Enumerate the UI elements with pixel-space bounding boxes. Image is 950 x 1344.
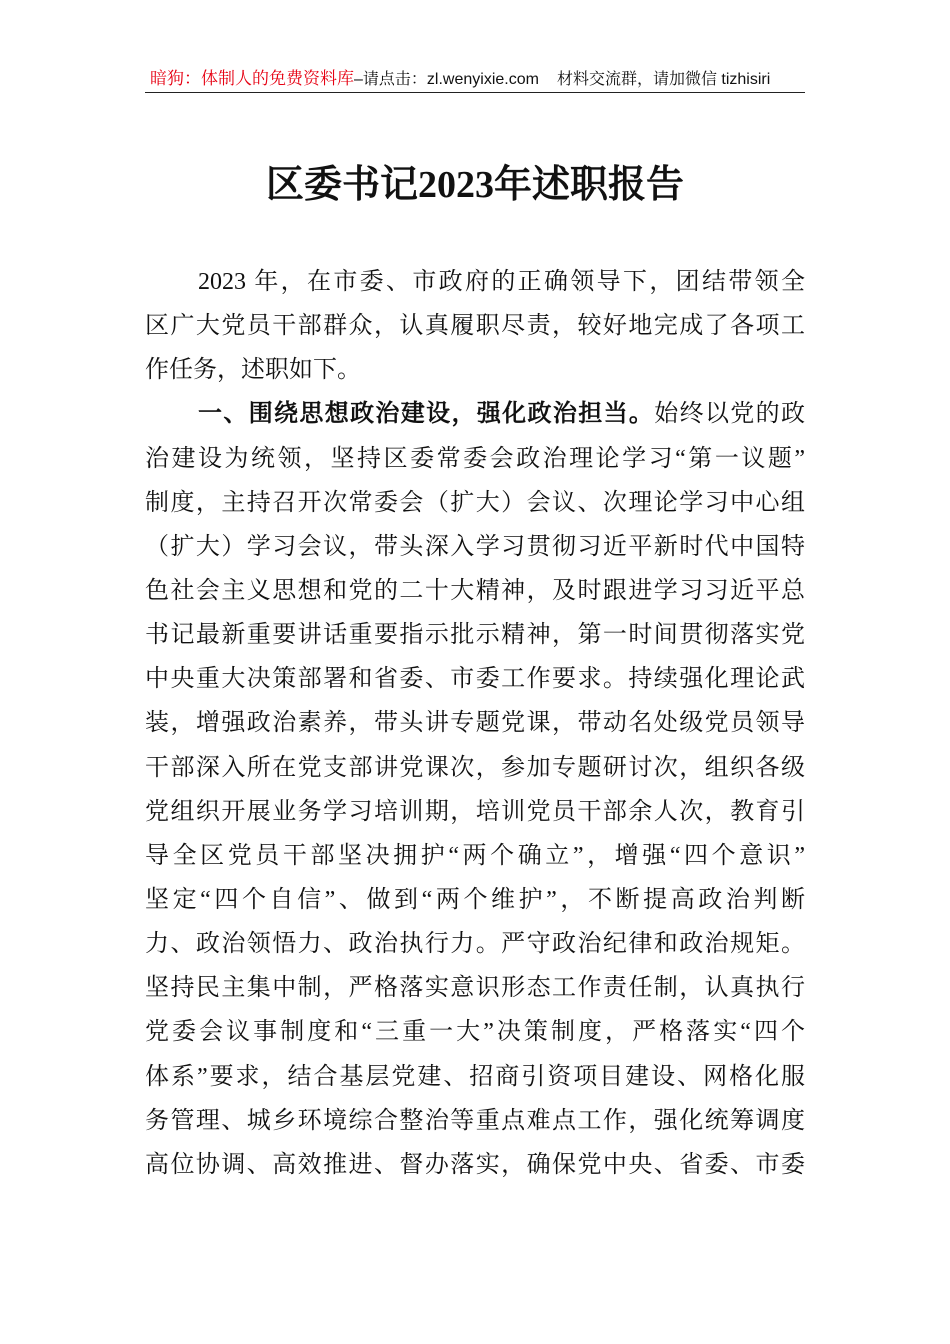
- paragraph-line: [145, 392, 805, 436]
- paragraph-line: 坚持民主集中制，严格落实意识形态工作责任制，认真执行: [145, 975, 805, 1002]
- page-header: [145, 66, 805, 93]
- paragraph-line: 导全区党员干部坚决拥护“两个确立”，增强“四个意识”: [145, 842, 805, 869]
- paragraph-line: 2023 年，在市委、市政府的正确领导下，团结带领全: [198, 269, 805, 295]
- paragraph-line: 作任务，述职如下。: [145, 357, 361, 384]
- document-title: 区委书记2023年述职报告: [265, 164, 684, 206]
- paragraph-line: 务管理、城乡环境综合整治等重点难点工作，强化统筹调度: [145, 1107, 805, 1134]
- header-url-link[interactable]: zl.wenyixie.com: [426, 71, 539, 88]
- paragraph-line: 装，增强政治素养，带头讲专题党课，带动名处级党员领导: [145, 710, 805, 737]
- paragraph-line: 高位协调、高效推进、督办落实，确保党中央、省委、市委: [145, 1151, 805, 1178]
- body-paragraph-intro: [145, 260, 805, 392]
- paragraph-line: 区广大党员干部群众，认真履职尽责，较好地完成了各项工: [145, 313, 805, 340]
- paragraph-line: 党组织开展业务学习培训期，培训党员干部余人次，教育引: [145, 798, 805, 825]
- paragraph-line: 书记最新重要讲话重要指示批示精神，第一时间贯彻落实党: [145, 622, 805, 649]
- paragraph-line: 干部深入所在党支部讲党课次，参加专题研讨次，组织各级: [145, 754, 805, 781]
- paragraph-line: 党委会议事制度和“三重一大”决策制度，严格落实“四个: [145, 1019, 805, 1046]
- paragraph-line: 制度，主持召开次常委会（扩大）会议、次理论学习中心组: [145, 489, 805, 516]
- section-heading: 一、围绕思想政治建设，强化政治担当。: [198, 400, 655, 428]
- paragraph-line: 中央重大决策部署和省委、市委工作要求。持续强化理论武: [145, 666, 805, 693]
- paragraph-line: 体系”要求，结合基层党建、招商引资项目建设、网格化服: [145, 1063, 805, 1090]
- paragraph-line: 坚定“四个自信”、做到“两个维护”，不断提高政治判断: [145, 886, 805, 913]
- paragraph-line: 治建设为统领，坚持区委常委会政治理论学习“第一议题”: [145, 445, 805, 472]
- header-prompt-text: –请点击：: [354, 71, 427, 88]
- paragraph-line: 色社会主义思想和党的二十大精神，及时跟进学习习近平总: [145, 577, 805, 604]
- section-lead-text: 始终以党的政: [654, 401, 805, 428]
- header-contact-text: 材料交流群，请加微信 tizhisiri: [556, 71, 771, 88]
- document-body: [145, 260, 805, 1187]
- paragraph-line: （扩大）学习会议，带头深入学习贯彻习近平新时代中国特: [145, 533, 805, 560]
- header-brand-text: 暗狗：体制人的免费资料库: [150, 69, 354, 88]
- paragraph-line: 力、政治领悟力、政治执行力。严守政治纪律和政治规矩。: [145, 931, 805, 958]
- body-paragraph-section-1: [145, 392, 805, 1187]
